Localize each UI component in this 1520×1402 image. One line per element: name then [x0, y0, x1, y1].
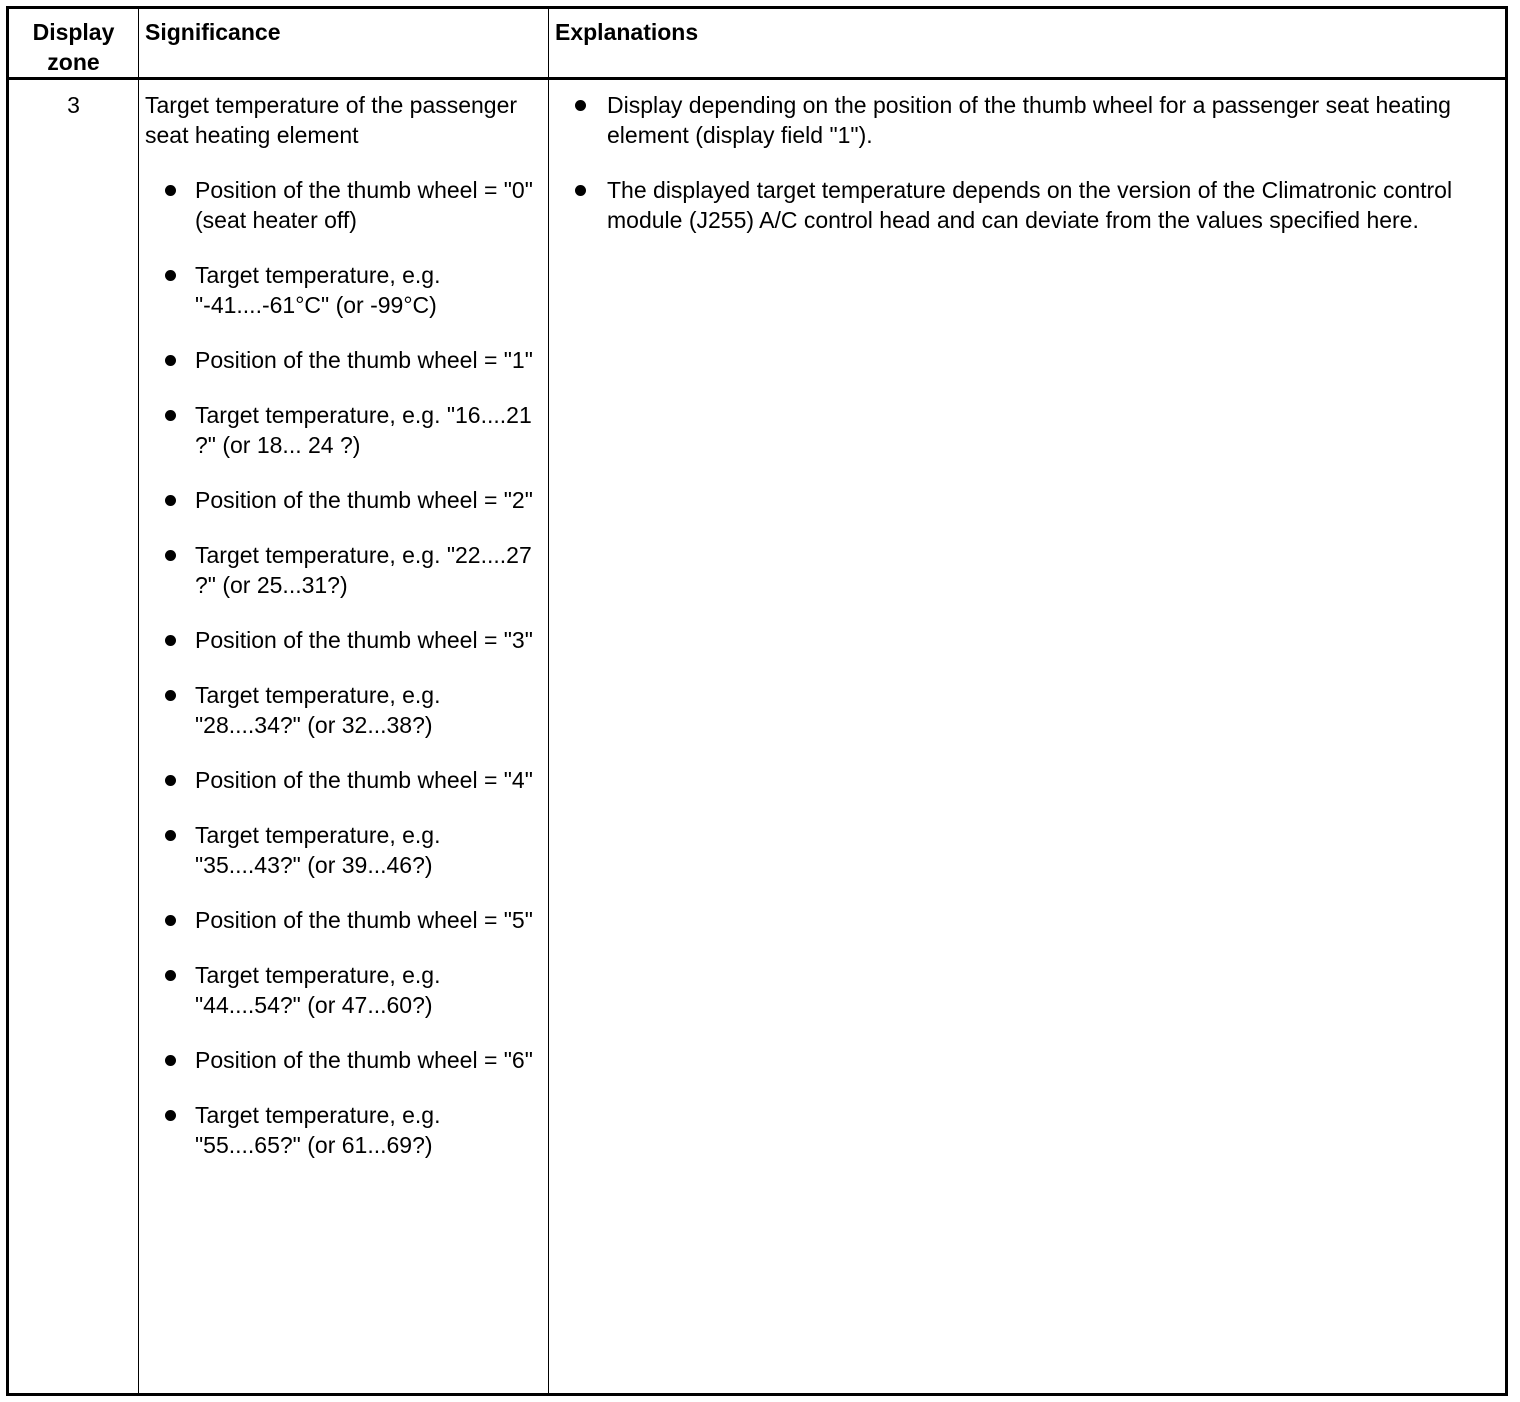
- list-item-text: Position of the thumb wheel = "3": [195, 627, 533, 653]
- bullet-icon: [165, 970, 176, 981]
- list-item: [145, 485, 538, 515]
- list-item: [145, 260, 538, 320]
- explanations-cell: [549, 79, 1507, 1395]
- significance-intro: Target temperature of the passenger seat heating element: [145, 92, 518, 148]
- list-item-text: Target temperature, e.g. "35....43?" (or 39...46?): [195, 822, 441, 878]
- list-item: [555, 90, 1485, 150]
- list-item: [145, 1045, 538, 1075]
- list-item-text: Target temperature, e.g. "44....54?" (or 47...60?): [195, 962, 441, 1018]
- list-item-text: Target temperature, e.g. "-41....-61°C" (or -99°C): [195, 262, 441, 318]
- list-item: [145, 400, 538, 460]
- display-zone-cell: 3: [8, 79, 139, 1395]
- bullet-icon: [165, 550, 176, 561]
- list-item-text: Target temperature, e.g. "28....34?" (or 32...38?): [195, 682, 441, 738]
- explanations-list: [555, 90, 1485, 235]
- bullet-icon: [165, 410, 176, 421]
- list-item: [145, 820, 538, 880]
- list-item-text: Target temperature, e.g. "16....21 ?" (or 18... 24 ?): [195, 402, 532, 458]
- list-item-text: Target temperature, e.g. "22....27 ?" (or 25...31?): [195, 542, 532, 598]
- list-item: [145, 905, 538, 935]
- list-item: [145, 625, 538, 655]
- bullet-icon: [575, 185, 586, 196]
- list-item-text: Position of the thumb wheel = "6": [195, 1047, 533, 1073]
- list-item: [145, 175, 538, 235]
- bullet-icon: [165, 355, 176, 366]
- bullet-icon: [165, 1110, 176, 1121]
- specification-table: [6, 6, 1508, 1396]
- bullet-icon: [165, 185, 176, 196]
- list-item: [145, 765, 538, 795]
- significance-cell: [139, 79, 549, 1395]
- list-item: [145, 1100, 538, 1160]
- list-item: [145, 540, 538, 600]
- bullet-icon: [165, 1055, 176, 1066]
- list-item-text: Position of the thumb wheel = "0" (seat heater off): [195, 177, 533, 233]
- bullet-icon: [165, 775, 176, 786]
- table-row: [8, 79, 1507, 1395]
- header-significance: Significance: [139, 8, 549, 79]
- bullet-icon: [165, 495, 176, 506]
- list-item: [145, 680, 538, 740]
- bullet-icon: [165, 915, 176, 926]
- header-display-zone: [8, 8, 139, 79]
- list-item: [555, 175, 1485, 235]
- list-item: [145, 960, 538, 1020]
- bullet-icon: [575, 100, 586, 111]
- bullet-icon: [165, 830, 176, 841]
- list-item-text: Position of the thumb wheel = "2": [195, 487, 533, 513]
- header-row: [8, 8, 1507, 79]
- list-item-text: Position of the thumb wheel = "4": [195, 767, 533, 793]
- bullet-icon: [165, 270, 176, 281]
- list-item-text: Target temperature, e.g. "55....65?" (or 61...69?): [195, 1102, 441, 1158]
- list-item: [145, 345, 538, 375]
- significance-list: [145, 175, 538, 1160]
- list-item-text: Position of the thumb wheel = "5": [195, 907, 533, 933]
- bullet-icon: [165, 690, 176, 701]
- header-display-zone-label: Display zone: [32, 19, 115, 75]
- header-explanations: Explanations: [549, 8, 1507, 79]
- bullet-icon: [165, 635, 176, 646]
- list-item-text: Display depending on the position of the thumb wheel for a passenger seat heating element (display field "1").: [607, 92, 1451, 148]
- list-item-text: Position of the thumb wheel = "1": [195, 347, 533, 373]
- list-item-text: The displayed target temperature depends on the version of the Climatronic control module (J255) A/C control head and can deviate from the values specified here.: [607, 177, 1453, 233]
